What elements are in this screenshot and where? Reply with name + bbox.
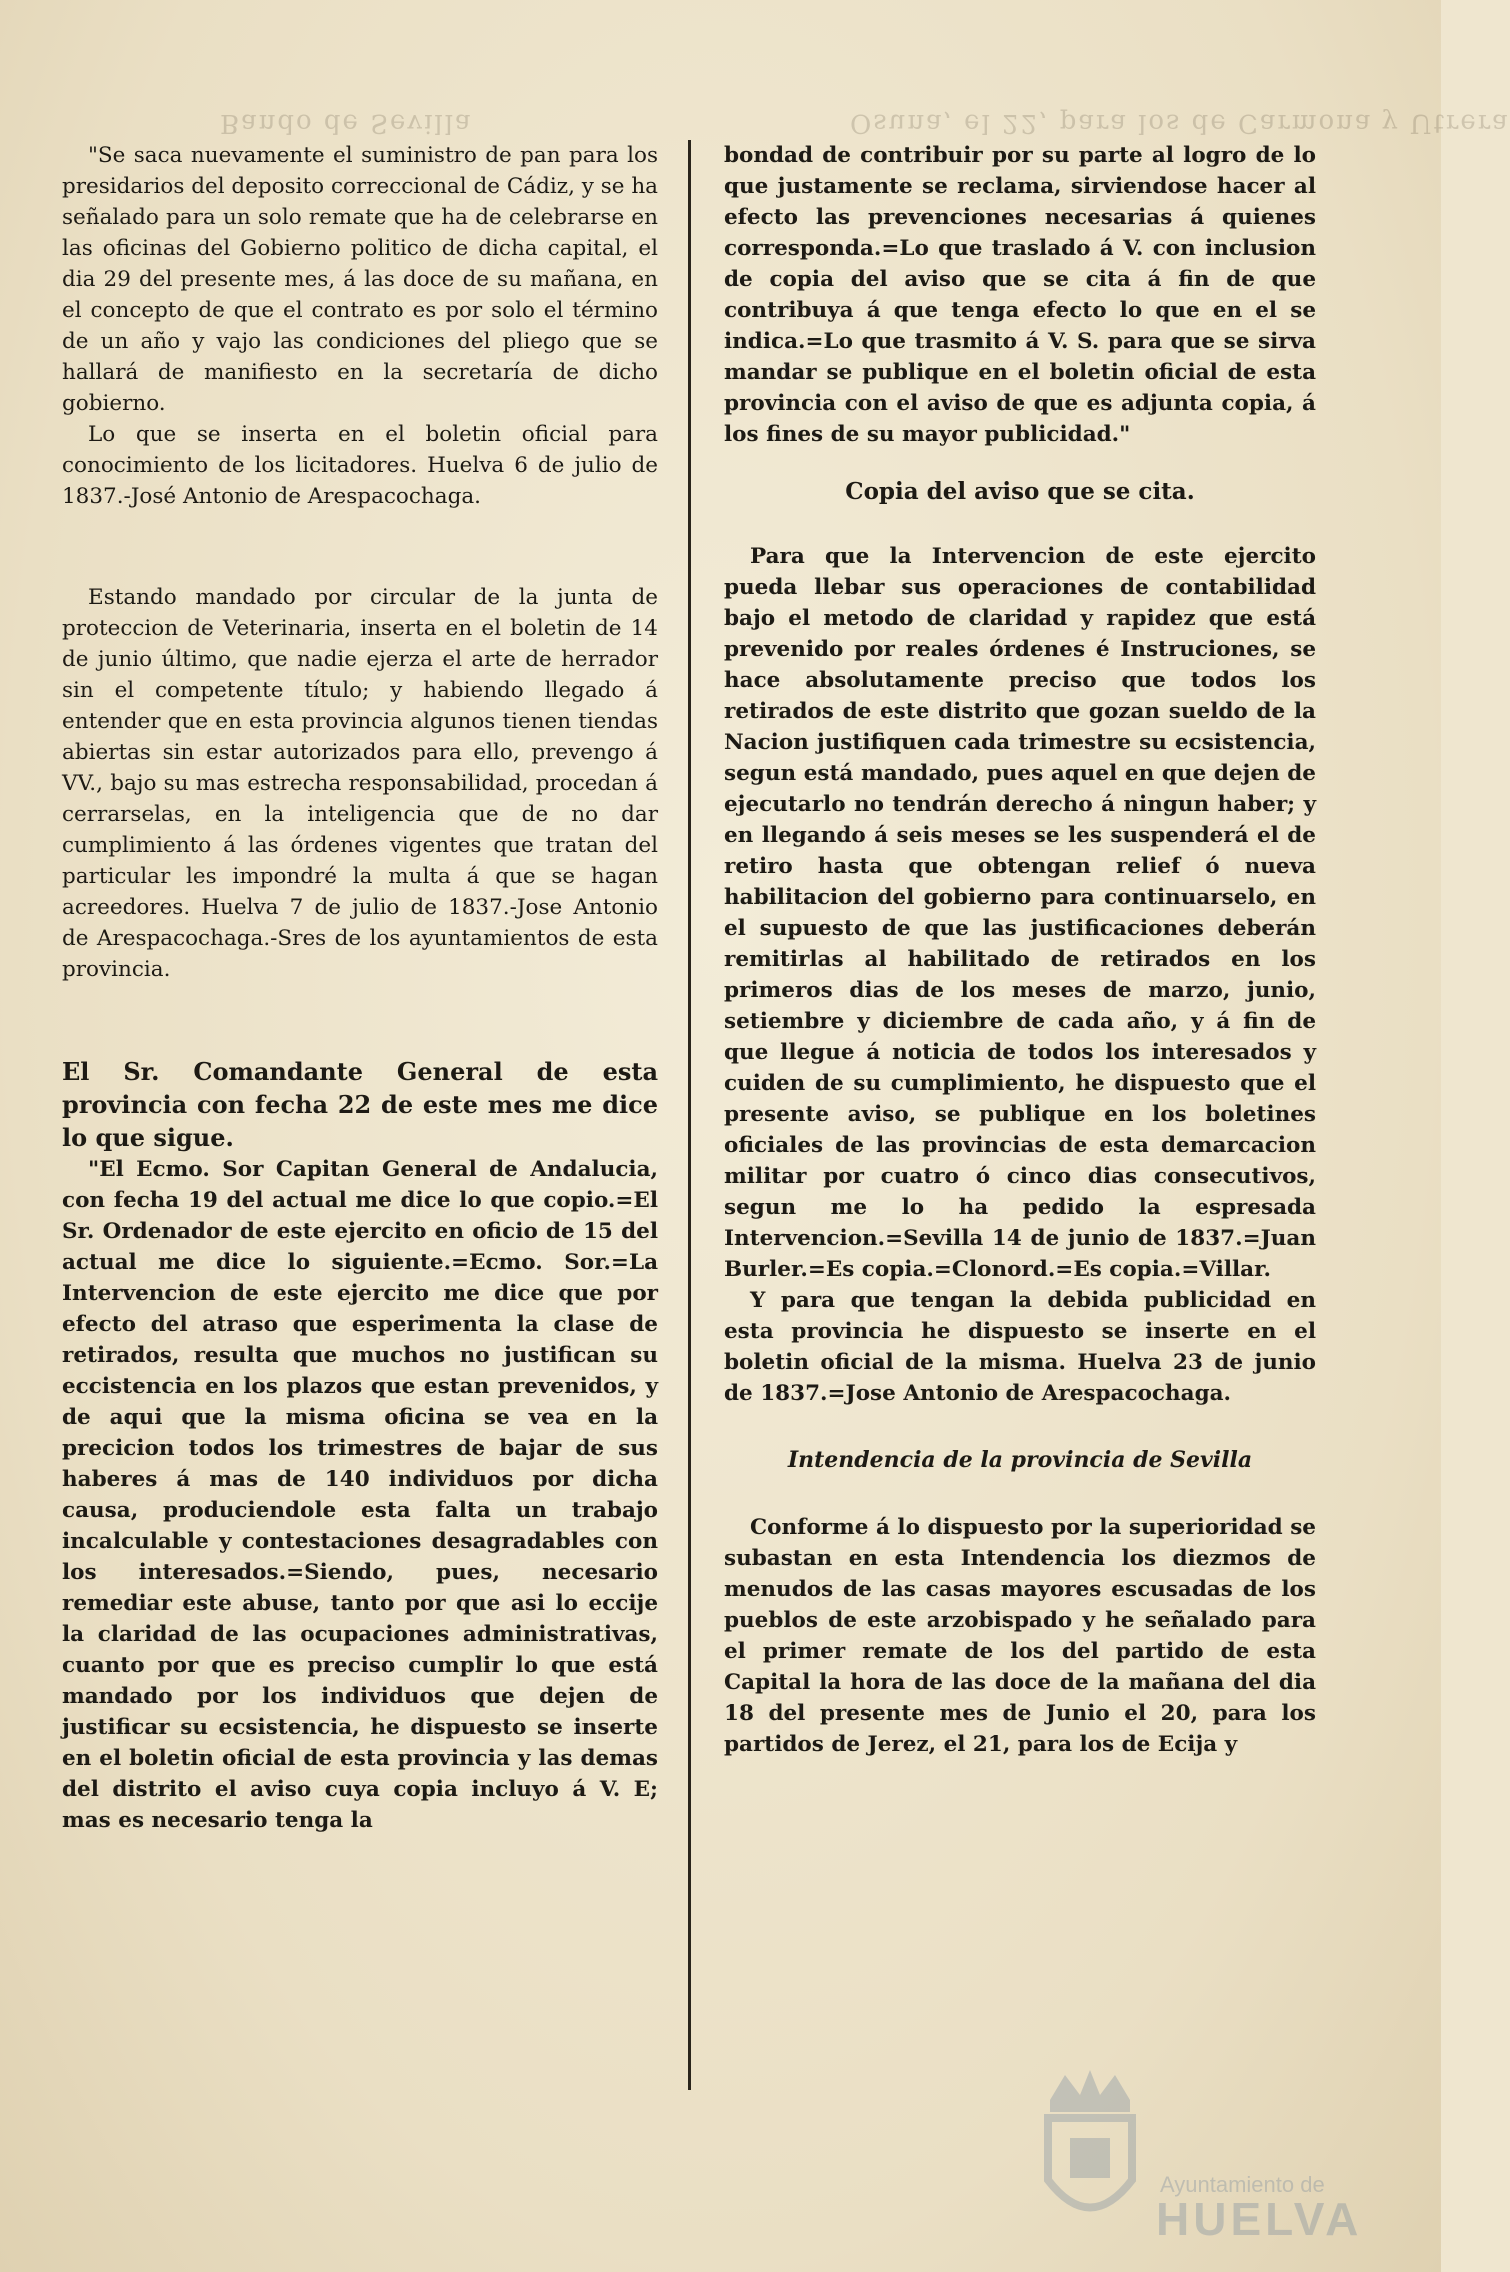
ayuntamiento-watermark [1030,2060,1363,2250]
crown-shield-icon [1030,2060,1150,2250]
watermark-line1: Ayuntamiento de [1160,2172,1325,2197]
aviso-closing: Y para que tengan la debida publicidad en esta provincia he dispuesto se inserte en el boletin oficial de la misma. Huelva 23 de junio de 1837.=Jose Antonio de Arespacochaga. [724,1288,1316,1406]
bleed-through-text-left: Bando de Sevilla [220,108,473,138]
notice-comandante-intro: El Sr. Comandante General de esta provincia con fecha 22 de este mes me dice lo que sigue. [62,1057,658,1152]
copia-heading: Copia del aviso que se cita. [845,478,1195,505]
right-column [724,140,1316,1760]
notice-pan-closing: Lo que se inserta en el boletin oficial para conocimiento de los licitadores. Huelva 6 de julio de 1837.-José Antonio de Arespacochaga. [62,422,658,509]
section-gap [62,512,658,582]
left-column [62,140,658,1836]
column-divider [688,140,691,2090]
bleed-through-text-right: Osuna, el 22, para los de Carmona y Utrera [850,108,1510,138]
intendencia-heading: Intendencia de la provincia de Sevilla [787,1447,1253,1473]
aviso-body: Para que la Intervencion de este ejercito pueda llebar sus operaciones de contabilidad bajo el metodo de claridad y rapidez que está prevenido por reales órdenes é Instruciones, se hace absolutamente preciso que todos los retirados de este distrito que gozan sueldo de la Nacion justifiquen cada trimestre su ecsistencia, segun está mandado, pues aquel en que dejen de ejecutarlo no tendrán derecho á ningun haber; y en llegando á seis meses se les suspenderá el de retiro hasta que obtengan relief ó nueva habilitacion del gobierno para continuarselo, en el supuesto de que las justificaciones deberán remitirlas al habilitado de retirados en los primeros dias de los meses de marzo, junio, setiembre y diciembre de cada año, y á fin de que llegue á noticia de todos los interesados y cuiden de su cumplimiento, he dispuesto que el presente aviso, se publique en los boletines oficiales de las provincias de esta demarcacion militar por cuatro ó cinco dias consecutivos, segun me lo ha pedido la espresada Intervencion.=Sevilla 14 de junio de 1837.=Juan Burler.=Es copia.=Clonord.=Es copia.=Villar. [724,544,1316,1282]
notice-pan-suministro: "Se saca nuevamente el suministro de pan para los presidarios del deposito correccional de Cádiz, y se ha señalado para un solo remate que ha de celebrarse en las oficinas del Gobierno politico de dicha capital, el dia 29 del presente mes, á las doce de su mañana, en el concepto de que el contrato es por solo el término de un año y vajo las condiciones del pliego que se hallará de manifiesto en la secretaría de dicho gobierno. [62,143,658,416]
section-gap [62,985,658,1055]
notice-comandante-body: "El Ecmo. Sor Capitan General de Andalucia, con fecha 19 del actual me dice lo que copio.=El Sr. Ordenador de este ejercito en oficio de 15 del actual me dice lo siguiente.=Ecmo. Sor.=La Intervencion de este ejercito me dice que por efecto del atraso que esperimenta la clase de retirados, resulta que muchos no justifican su eccistencia en los plazos que estan prevenidos, y de aqui que la misma oficina se vea en la precicion todos los trimestres de bajar de sus haberes á mas de 140 individuos por dicha causa, produciendole esta falta un trabajo incalculable y contestaciones desagradables con los interesados.=Siendo, pues, necesario remediar este abuse, tanto por que asi lo eccije la claridad de las ocupaciones administrativas, cuanto por que es preciso cumplir lo que está mandado por los individuos que dejen de justificar su ecsistencia, he dispuesto se inserte en el boletin oficial de esta provincia y las demas del distrito el aviso cuya copia incluyo á V. E; mas es necesario tenga la [62,1157,658,1833]
notice-continuation: bondad de contribuir por su parte al logro de lo que justamente se reclama, sirviendose hacer al efecto las prevenciones necesarias á quienes corresponda.=Lo que traslado á V. con inclusion de copia del aviso que se cita á fin de que contribuya á que tenga efecto lo que en el se indica.=Lo que trasmito á V. S. para que se sirva mandar se publique en el boletin oficial de esta provincia con el aviso de que es adjunta copia, á los fines de su mayor publicidad." [724,143,1316,447]
notice-veterinaria: Estando mandado por circular de la junta de proteccion de Veterinaria, inserta en el boletin de 14 de junio último, que nadie ejerza el arte de herrador sin el competente título; y habiendo llegado á entender que en esta provincia algunos tienen tiendas abiertas sin estar autorizados para ello, prevengo á VV., bajo su mas estrecha responsabilidad, procedan á cerrarselas, en la inteligencia que de no dar cumplimiento á las órdenes vigentes que tratan del particular les impondré la multa á que se hagan acreedores. Huelva 7 de julio de 1837.-Jose Antonio de Arespacochaga.-Sres de los ayuntamientos de esta provincia. [62,585,658,982]
intendencia-body: Conforme á lo dispuesto por la superioridad se subastan en esta Intendencia los diezmos de menudos de las casas mayores escusadas de los pueblos de este arzobispado y he señalado para el primer remate de los del partido de esta Capital la hora de las doce de la mañana del dia 18 del presente mes de Junio el 20, para los partidos de Jerez, el 21, para los de Ecija y [724,1515,1316,1757]
watermark-line2: HUELVA [1156,2193,1363,2245]
